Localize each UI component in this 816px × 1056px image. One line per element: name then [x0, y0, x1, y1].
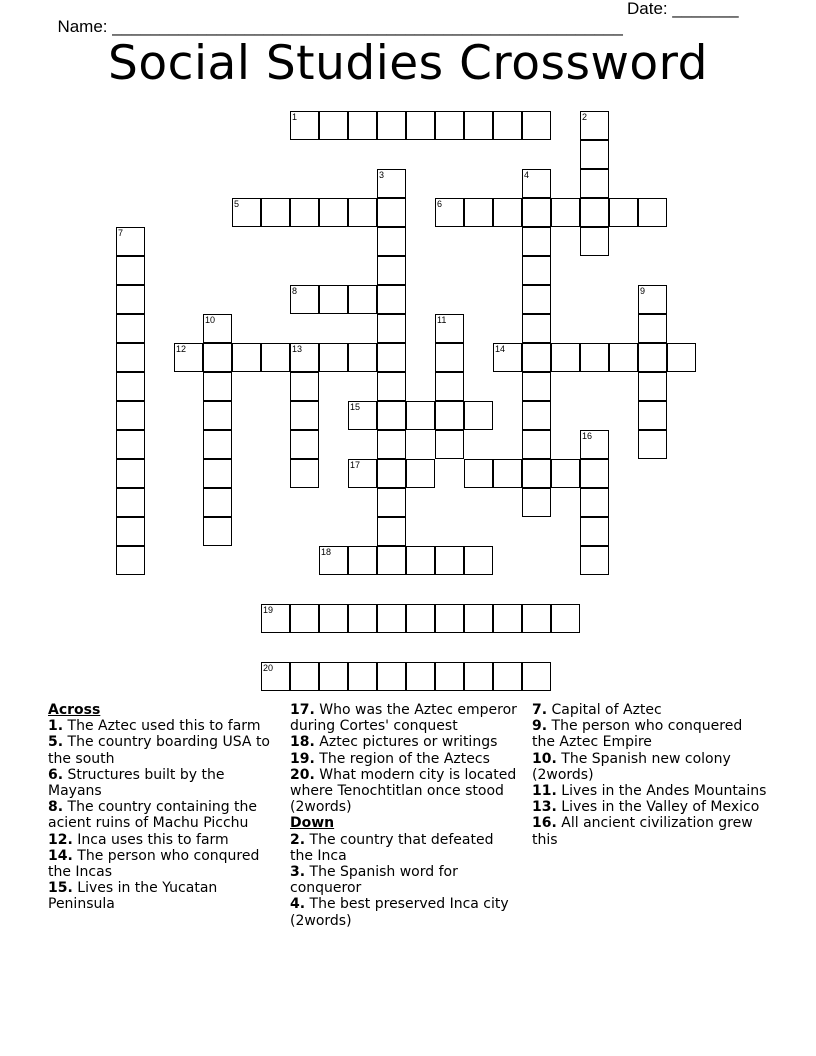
across-heading: Across	[48, 702, 101, 718]
grid-cell[interactable]	[580, 459, 609, 488]
clue-text: All ancient civilization grew this	[532, 815, 753, 848]
name-field-label[interactable]: Name: ______________________________________________________	[57, 17, 623, 36]
down-clue-list	[290, 832, 518, 929]
clue-text: Lives in the Andes Mountains	[556, 783, 767, 800]
clue-item	[290, 767, 518, 816]
grid-cell[interactable]	[435, 198, 464, 227]
grid-cell[interactable]	[319, 111, 348, 140]
grid-cell[interactable]	[116, 256, 145, 285]
grid-cell[interactable]	[203, 401, 232, 430]
grid-cell[interactable]	[435, 401, 464, 430]
grid-cell[interactable]	[464, 662, 493, 691]
grid-cell[interactable]	[406, 459, 435, 488]
grid-cell[interactable]	[116, 517, 145, 546]
date-field-label[interactable]: Date: _______	[627, 0, 739, 18]
grid-cell[interactable]	[116, 227, 145, 256]
grid-cell[interactable]	[493, 198, 522, 227]
clue-text: The country that defeated the Inca	[290, 831, 494, 864]
clue-text: Capital of Aztec	[547, 702, 662, 718]
clue-number-label: 4.	[290, 896, 306, 913]
clue-text: Who was the Aztec emperor during Cortes' conquest	[290, 702, 517, 735]
clue-item	[532, 799, 768, 815]
grid-cell[interactable]	[638, 401, 667, 430]
grid-cell[interactable]	[493, 459, 522, 488]
clue-number: 3	[379, 170, 385, 180]
clue-number-label: 19.	[290, 750, 315, 767]
grid-cell[interactable]	[377, 517, 406, 546]
clue-number: 11	[437, 315, 447, 325]
grid-cell[interactable]	[580, 140, 609, 169]
grid-cell[interactable]	[377, 198, 406, 227]
grid-cell[interactable]	[464, 546, 493, 575]
page-title: Social Studies Crossword	[108, 36, 708, 91]
clue-item	[290, 751, 518, 767]
grid-cell[interactable]	[580, 517, 609, 546]
grid-cell[interactable]	[435, 604, 464, 633]
grid-cell[interactable]	[406, 662, 435, 691]
grid-cell[interactable]	[232, 343, 261, 372]
grid-cell[interactable]	[522, 662, 551, 691]
clue-item	[48, 799, 276, 831]
grid-cell[interactable]	[203, 372, 232, 401]
clue-text: The best preserved Inca city (2words)	[290, 896, 509, 929]
clues-column-3	[532, 702, 768, 848]
clue-number: 19	[263, 605, 274, 615]
grid-cell[interactable]	[203, 488, 232, 517]
grid-cell[interactable]	[638, 343, 667, 372]
grid-cell[interactable]	[406, 604, 435, 633]
grid-cell[interactable]	[377, 169, 406, 198]
grid-cell[interactable]	[290, 198, 319, 227]
grid-cell[interactable]	[116, 488, 145, 517]
grid-cell[interactable]	[377, 662, 406, 691]
grid-cell[interactable]	[377, 227, 406, 256]
clue-item	[48, 734, 276, 766]
grid-cell[interactable]	[609, 198, 638, 227]
clue-number: 10	[205, 315, 216, 325]
across-clue-list-continued	[290, 702, 518, 815]
clue-number: 15	[350, 402, 361, 412]
grid-cell[interactable]	[435, 662, 464, 691]
grid-cell[interactable]	[522, 198, 551, 227]
grid-cell[interactable]	[493, 111, 522, 140]
clue-item	[532, 751, 768, 783]
grid-cell[interactable]	[522, 430, 551, 459]
clue-text: The region of the Aztecs	[314, 750, 490, 767]
clue-number: 8	[292, 286, 298, 296]
grid-cell[interactable]	[377, 401, 406, 430]
grid-cell[interactable]	[348, 285, 377, 314]
clue-item	[48, 767, 276, 799]
grid-cell[interactable]	[406, 401, 435, 430]
grid-cell[interactable]	[580, 169, 609, 198]
grid-cell[interactable]	[522, 459, 551, 488]
clue-item	[48, 718, 276, 734]
grid-cell[interactable]	[290, 401, 319, 430]
grid-cell[interactable]	[116, 285, 145, 314]
grid-cell[interactable]	[348, 459, 377, 488]
grid-cell[interactable]	[116, 372, 145, 401]
grid-cell[interactable]	[290, 459, 319, 488]
grid-cell[interactable]	[580, 488, 609, 517]
grid-cell[interactable]	[348, 198, 377, 227]
grid-cell[interactable]	[522, 227, 551, 256]
grid-cell[interactable]	[348, 546, 377, 575]
grid-cell[interactable]	[116, 546, 145, 575]
clue-item	[532, 783, 768, 799]
grid-cell[interactable]	[116, 430, 145, 459]
grid-cell[interactable]	[203, 459, 232, 488]
grid-cell[interactable]	[348, 343, 377, 372]
grid-cell[interactable]	[232, 198, 261, 227]
grid-cell[interactable]	[406, 111, 435, 140]
grid-cell[interactable]	[319, 662, 348, 691]
clue-text: Inca uses this to farm	[72, 831, 229, 848]
grid-cell[interactable]	[348, 401, 377, 430]
clue-text: Lives in the Valley of Mexico	[556, 799, 760, 816]
grid-cell[interactable]	[551, 459, 580, 488]
grid-cell[interactable]	[319, 546, 348, 575]
clue-number-label: 6.	[48, 766, 64, 783]
grid-cell[interactable]	[522, 285, 551, 314]
clue-number-label: 5.	[48, 734, 64, 751]
grid-cell[interactable]	[464, 111, 493, 140]
grid-cell[interactable]	[290, 111, 319, 140]
clue-number-label: 14.	[48, 847, 73, 864]
grid-cell[interactable]	[580, 430, 609, 459]
clue-text: The person who conqured the Incas	[48, 847, 260, 881]
grid-cell[interactable]	[377, 111, 406, 140]
clue-number: 9	[640, 286, 646, 296]
grid-cell[interactable]	[522, 488, 551, 517]
grid-cell[interactable]	[261, 198, 290, 227]
grid-cell[interactable]	[638, 314, 667, 343]
grid-cell[interactable]	[319, 285, 348, 314]
grid-cell[interactable]	[377, 314, 406, 343]
clue-item	[48, 832, 276, 848]
grid-cell[interactable]	[348, 111, 377, 140]
grid-cell[interactable]	[493, 343, 522, 372]
grid-cell[interactable]	[435, 111, 464, 140]
clues-column-1	[48, 702, 276, 913]
grid-cell[interactable]	[522, 111, 551, 140]
grid-cell[interactable]	[377, 488, 406, 517]
grid-cell[interactable]	[580, 227, 609, 256]
clue-item	[532, 815, 768, 847]
grid-cell[interactable]	[290, 662, 319, 691]
grid-cell[interactable]	[638, 285, 667, 314]
clue-text: Structures built by the Mayans	[48, 766, 225, 800]
grid-cell[interactable]	[116, 314, 145, 343]
clue-item	[290, 702, 518, 734]
grid-cell[interactable]	[377, 372, 406, 401]
grid-cell[interactable]	[522, 401, 551, 430]
grid-cell[interactable]	[580, 198, 609, 227]
clue-item	[290, 832, 518, 864]
grid-cell[interactable]	[377, 546, 406, 575]
clue-number-label: 7.	[532, 702, 548, 718]
clue-number-label: 2.	[290, 831, 306, 848]
grid-cell[interactable]	[261, 604, 290, 633]
clue-number: 14	[495, 344, 506, 354]
grid-cell[interactable]	[174, 343, 203, 372]
grid-cell[interactable]	[522, 314, 551, 343]
clue-text: Aztec pictures or writings	[314, 734, 498, 751]
grid-cell[interactable]	[406, 546, 435, 575]
clue-number: 4	[524, 170, 530, 180]
grid-cell[interactable]	[319, 604, 348, 633]
clue-item	[290, 864, 518, 896]
grid-cell[interactable]	[464, 604, 493, 633]
grid-cell[interactable]	[203, 517, 232, 546]
grid-cell[interactable]	[464, 459, 493, 488]
clue-number-label: 10.	[532, 750, 557, 767]
grid-cell[interactable]	[464, 401, 493, 430]
grid-cell[interactable]	[116, 343, 145, 372]
grid-cell[interactable]	[203, 343, 232, 372]
grid-cell[interactable]	[261, 662, 290, 691]
grid-cell[interactable]	[261, 343, 290, 372]
grid-cell[interactable]	[551, 604, 580, 633]
grid-cell[interactable]	[551, 198, 580, 227]
grid-cell[interactable]	[638, 198, 667, 227]
clue-number: 20	[263, 663, 274, 673]
clue-number: 6	[437, 199, 443, 209]
clue-number-label: 3.	[290, 864, 306, 881]
grid-cell[interactable]	[522, 256, 551, 285]
clue-text: What modern city is located where Tenochtitlan once stood (2words)	[290, 766, 517, 816]
clue-item	[532, 702, 768, 718]
grid-cell[interactable]	[348, 662, 377, 691]
grid-cell[interactable]	[290, 285, 319, 314]
clue-number: 13	[292, 344, 303, 354]
clue-item	[48, 848, 276, 880]
clue-number-label: 16.	[532, 815, 557, 832]
clue-item	[48, 880, 276, 912]
grid-cell[interactable]	[116, 401, 145, 430]
grid-cell[interactable]	[290, 430, 319, 459]
grid-cell[interactable]	[522, 372, 551, 401]
grid-cell[interactable]	[377, 256, 406, 285]
grid-cell[interactable]	[377, 459, 406, 488]
clue-text: Lives in the Yucatan Peninsula	[48, 880, 218, 913]
down-clue-list-continued	[532, 702, 768, 848]
clue-text: The Aztec used this to farm	[63, 718, 261, 735]
grid-cell[interactable]	[522, 169, 551, 198]
clue-text: The country boarding USA to the south	[48, 734, 270, 767]
grid-cell[interactable]	[435, 372, 464, 401]
clue-text: The person who conquered the Aztec Empire	[532, 718, 743, 751]
grid-cell[interactable]	[377, 343, 406, 372]
grid-cell[interactable]	[464, 198, 493, 227]
grid-cell[interactable]	[435, 546, 464, 575]
grid-cell[interactable]	[348, 604, 377, 633]
clue-number: 17	[350, 460, 361, 470]
clues-column-2	[290, 702, 518, 929]
grid-cell[interactable]	[609, 343, 638, 372]
clue-number: 16	[582, 431, 593, 441]
clue-number-label: 12.	[48, 831, 73, 848]
clue-number: 12	[176, 344, 187, 354]
grid-cell[interactable]	[319, 198, 348, 227]
clue-number-label: 13.	[532, 799, 557, 816]
grid-cell[interactable]	[667, 343, 696, 372]
clue-number: 7	[118, 228, 124, 238]
grid-cell[interactable]	[522, 343, 551, 372]
clue-number-label: 18.	[290, 734, 315, 751]
grid-cell[interactable]	[522, 604, 551, 633]
clue-number: 1	[292, 112, 298, 122]
across-clue-list	[48, 718, 276, 912]
grid-cell[interactable]	[319, 343, 348, 372]
grid-cell[interactable]	[435, 314, 464, 343]
grid-cell[interactable]	[290, 343, 319, 372]
grid-cell[interactable]	[580, 111, 609, 140]
clue-number-label: 9.	[532, 718, 548, 735]
grid-cell[interactable]	[638, 372, 667, 401]
grid-cell[interactable]	[551, 343, 580, 372]
clue-number-label: 17.	[290, 702, 315, 718]
grid-cell[interactable]	[435, 343, 464, 372]
clue-item	[290, 896, 518, 928]
grid-cell[interactable]	[377, 285, 406, 314]
clue-number: 5	[234, 199, 240, 209]
grid-cell[interactable]	[377, 430, 406, 459]
grid-cell[interactable]	[203, 314, 232, 343]
grid-cell[interactable]	[116, 459, 145, 488]
clue-number-label: 20.	[290, 766, 315, 783]
grid-cell[interactable]	[493, 604, 522, 633]
grid-cell[interactable]	[580, 546, 609, 575]
grid-cell[interactable]	[290, 604, 319, 633]
down-heading: Down	[290, 815, 335, 832]
clue-number: 2	[582, 112, 588, 122]
clue-item	[290, 734, 518, 750]
grid-cell[interactable]	[203, 430, 232, 459]
clue-item	[532, 718, 768, 750]
clue-number: 18	[321, 547, 332, 557]
grid-cell[interactable]	[638, 430, 667, 459]
clue-text: The Spanish word for conqueror	[290, 864, 458, 897]
clue-number-label: 11.	[532, 783, 557, 800]
clue-number-label: 15.	[48, 880, 73, 897]
grid-cell[interactable]	[580, 343, 609, 372]
grid-cell[interactable]	[493, 662, 522, 691]
grid-cell[interactable]	[435, 430, 464, 459]
grid-cell[interactable]	[377, 604, 406, 633]
clue-text: The country containing the acient ruins of Machu Picchu	[48, 799, 258, 832]
grid-cell[interactable]	[290, 372, 319, 401]
clue-text: The Spanish new colony (2words)	[532, 750, 731, 783]
clue-number-label: 8.	[48, 799, 64, 816]
clue-number-label: 1.	[48, 718, 64, 735]
